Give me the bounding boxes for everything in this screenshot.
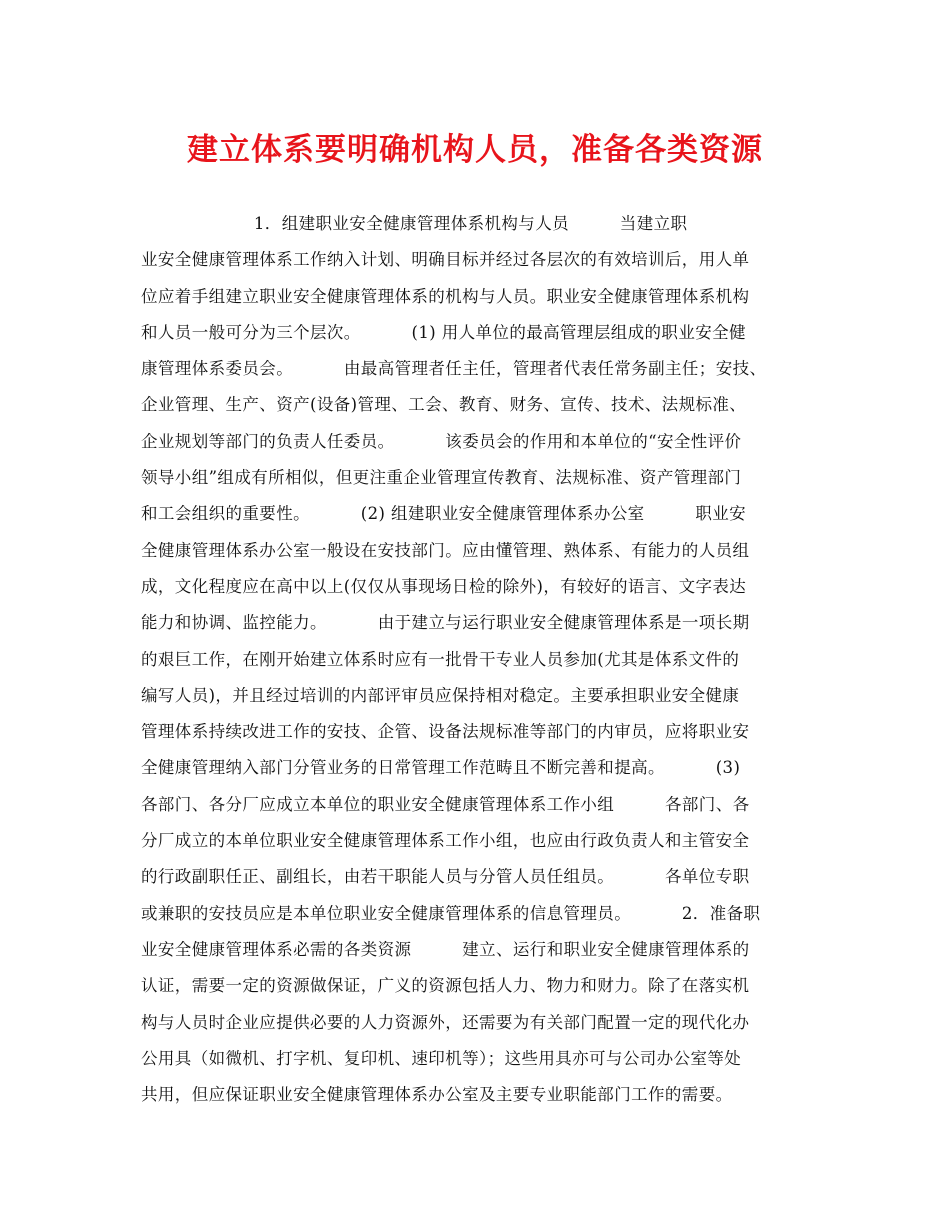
body-line: 认证，需要一定的资源做保证，广义的资源包括人力、物力和财力。除了在落实机 (141, 976, 750, 996)
body-line: 企业管理、生产、资产(设备)管理、工会、教育、财务、宣传、技术、法规标准、 (141, 395, 747, 415)
body-line: 共用，但应保证职业安全健康管理体系办公室及主要专业职能部门工作的需要。 (141, 1085, 733, 1105)
body-line: 或兼职的安技员应是本单位职业安全健康管理体系的信息管理员。 2．准备职 (141, 903, 761, 923)
body-line: 全健康管理体系办公室一般设在安技部门。应由懂管理、熟体系、有能力的人员组 (141, 540, 750, 560)
body-line: 各部门、各分厂应成立本单位的职业安全健康管理体系工作小组 各部门、各 (141, 794, 750, 814)
body-line: 业安全健康管理体系工作纳入计划、明确目标并经过各层次的有效培训后，用人单 (141, 250, 750, 270)
body-line: 企业规划等部门的负责人任委员。 该委员会的作用和本单位的“安全性评价 (141, 431, 742, 451)
body-line: 业安全健康管理体系必需的各类资源 建立、运行和职业安全健康管理体系的 (141, 939, 750, 959)
body-line: 能力和协调、监控能力。 由于建立与运行职业安全健康管理体系是一项长期 (141, 613, 750, 633)
body-line: 管理体系持续改进工作的安技、企管、设备法规标准等部门的内审员，应将职业安 (141, 722, 750, 742)
document-title: 建立体系要明确机构人员，准备各类资源 (187, 132, 763, 168)
body-line: 康管理体系委员会。 由最高管理者任主任，管理者代表任常务副主任；安技、 (141, 359, 767, 379)
body-line: 分厂成立的本单位职业安全健康管理体系工作小组，也应由行政负责人和主管安全 (141, 831, 750, 851)
body-line: 和人员一般可分为三个层次。 (1) 用人单位的最高管理层组成的职业安全健 (141, 322, 746, 342)
body-line: 构与人员时企业应提供必要的人力资源外，还需要为有关部门配置一定的现代化办 (141, 1012, 750, 1032)
body-line: 公用具（如微机、打字机、复印机、速印机等）；这些用具亦可与公司办公室等处 (141, 1048, 742, 1068)
body-line: 领导小组”组成有所相似，但更注重企业管理宣传教育、法规标准、资产管理部门 (141, 468, 742, 488)
body-line: 成，文化程度应在高中以上(仅仅从事现场日检的除外)，有较好的语言、文字表达 (141, 576, 747, 596)
body-line: 的行政副职任正、副组长，由若干职能人员与分管人员任组员。 各单位专职 (141, 867, 750, 887)
document-body (141, 206, 831, 1113)
body-line: 全健康管理纳入部门分管业务的日常管理工作范畴且不断完善和提高。 (3) (141, 758, 741, 778)
body-line: 的艰巨工作，在刚开始建立体系时应有一批骨干专业人员参加(尤其是体系文件的 (141, 649, 740, 669)
body-line: 和工会组织的重要性。 (2) 组建职业安全健康管理体系办公室 职业安 (141, 504, 747, 524)
body-line: 1．组建职业安全健康管理体系机构与人员 当建立职 (141, 214, 688, 233)
body-line: 编写人员)，并且经过培训的内部评审员应保持相对稳定。主要承担职业安全健康 (141, 685, 740, 705)
body-line: 位应着手组建立职业安全健康管理体系的机构与人员。职业安全健康管理体系机构 (141, 286, 750, 306)
